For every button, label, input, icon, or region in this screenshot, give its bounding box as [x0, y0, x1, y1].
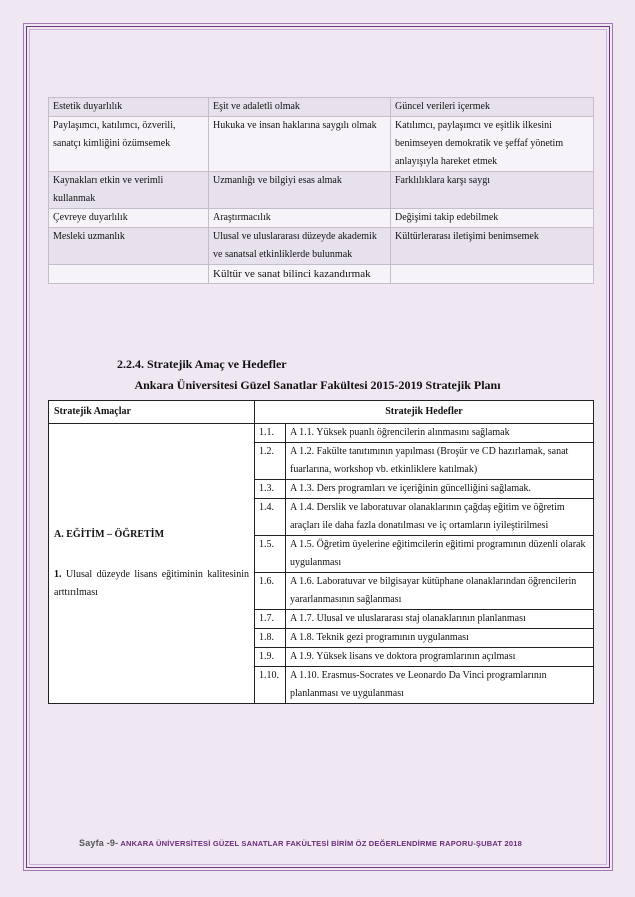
table-cell: Araştırmacılık: [209, 209, 391, 228]
table-cell: Eşit ve adaletli olmak: [209, 98, 391, 117]
table-cell: [391, 265, 594, 284]
table-row: [49, 424, 594, 443]
goal-cell: [49, 424, 255, 704]
table-header-row: [49, 401, 594, 424]
table-row: [49, 265, 594, 284]
plan-title: Ankara Üniversitesi Güzel Sanatlar Fakültesi 2015-2019 Stratejik Planı: [134, 378, 501, 392]
objective-number: 1.8.: [255, 629, 286, 648]
goal-title: A. EĞİTİM – ÖĞRETİM: [54, 528, 165, 540]
values-table: [48, 97, 594, 284]
objective-number: 1.6.: [255, 573, 286, 610]
header-objectives: Stratejik Hedefler: [255, 401, 594, 424]
objective-number: 1.9.: [255, 648, 286, 667]
page-footer: [79, 838, 522, 848]
table-row: [49, 209, 594, 228]
objective-text: A 1.8. Teknik gezi programının uygulanması: [286, 629, 594, 648]
table-cell: Estetik duyarlılık: [49, 98, 209, 117]
objective-text: A 1.5. Öğretim üyelerine eğitimcilerin eğitimi programının düzenli olarak uygulanması: [286, 536, 594, 573]
objective-text: A 1.3. Ders programları ve içeriğinin güncelliğini sağlamak.: [286, 480, 594, 499]
objective-text: A 1.4. Derslik ve laboratuvar olanaklarının çağdaş eğitim ve öğretim araçları ile daha fazla donatılması ve iç ortamların iyileştirilmesi: [286, 499, 594, 536]
objective-number: 1.1.: [255, 424, 286, 443]
objective-text: A 1.9. Yüksek lisans ve doktora programlarının açılması: [286, 648, 594, 667]
table-cell: Hukuka ve insan haklarına saygılı olmak: [209, 117, 391, 172]
objective-number: 1.7.: [255, 610, 286, 629]
objective-text: A 1.10. Erasmus-Socrates ve Leonardo Da Vinci programlarının planlanması ve uygulanması: [286, 667, 594, 704]
table-row: [49, 228, 594, 265]
section-heading: 2.2.4. Stratejik Amaç ve Hedefler: [117, 357, 287, 371]
table-cell: Çevreye duyarlılık: [49, 209, 209, 228]
table-row: [49, 172, 594, 209]
table-cell: Paylaşımcı, katılımcı, özverili, sanatçı kimliğini özümsemek: [49, 117, 209, 172]
objective-text: A 1.2. Fakülte tanıtımının yapılması (Broşür ve CD hazırlamak, sanat fuarlarına, workshop vb. etkinliklere katılmak): [286, 443, 594, 480]
table-row: [49, 117, 594, 172]
objective-text: A 1.1. Yüksek puanlı öğrencilerin alınmasını sağlamak: [286, 424, 594, 443]
table-cell: Kaynakları etkin ve verimli kullanmak: [49, 172, 209, 209]
objective-number: 1.2.: [255, 443, 286, 480]
table-cell: Farklılıklara karşı saygı: [391, 172, 594, 209]
goal-text: Ulusal düzeyde lisans eğitiminin kalitesinin arttırılması: [54, 568, 249, 598]
table-cell: Kültür ve sanat bilinci kazandırmak: [209, 265, 391, 284]
table-cell: Uzmanlığı ve bilgiyi esas almak: [209, 172, 391, 209]
header-goals: Stratejik Amaçlar: [49, 401, 255, 424]
table-cell: Katılımcı, paylaşımcı ve eşitlik ilkesini benimseyen demokratik ve şeffaf yönetim anlayışıyla hareket etmek: [391, 117, 594, 172]
table-cell: Kültürlerarası iletişimi benimsemek: [391, 228, 594, 265]
goal-number: 1.: [54, 568, 62, 580]
table-cell: Ulusal ve uluslararası düzeyde akademik ve sanatsal etkinliklerde bulunmak: [209, 228, 391, 265]
strategy-table: [48, 400, 594, 704]
page-number: Sayfa -9-: [79, 838, 119, 848]
objective-number: 1.3.: [255, 480, 286, 499]
objective-number: 1.10.: [255, 667, 286, 704]
goal-description: [54, 566, 249, 602]
table-cell: Güncel verileri içermek: [391, 98, 594, 117]
objective-text: A 1.6. Laboratuvar ve bilgisayar kütüphane olanaklarından öğrencilerin yararlanmasının sağlanması: [286, 573, 594, 610]
table-cell: [49, 265, 209, 284]
objective-text: A 1.7. Ulusal ve uluslararası staj olanaklarının planlanması: [286, 610, 594, 629]
table-row: [49, 98, 594, 117]
report-title: ANKARA ÜNİVERSİTESİ GÜZEL SANATLAR FAKÜLTESİ BİRİM ÖZ DEĞERLENDİRME RAPORU-ŞUBAT 2018: [118, 839, 522, 848]
table-cell: Mesleki uzmanlık: [49, 228, 209, 265]
objective-number: 1.5.: [255, 536, 286, 573]
table-cell: Değişimi takip edebilmek: [391, 209, 594, 228]
objective-number: 1.4.: [255, 499, 286, 536]
